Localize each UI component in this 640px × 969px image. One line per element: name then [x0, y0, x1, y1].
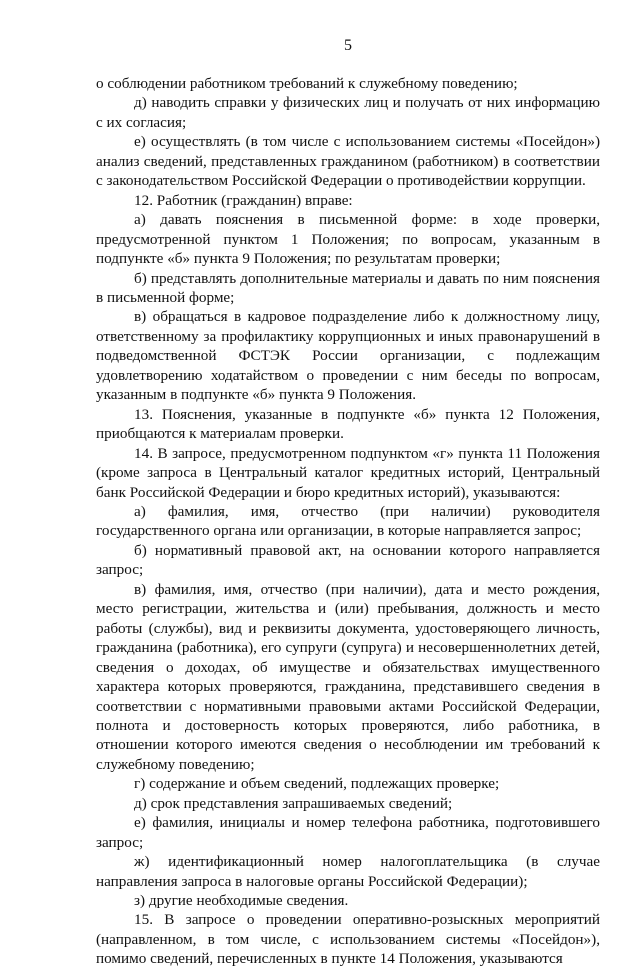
- item-11-d: д) наводить справки у физических лиц и получать от них информацию с их согласия;: [96, 94, 600, 131]
- item-12-b: б) представлять дополнительные материалы и давать по ним пояснения в письменной форме;: [96, 269, 600, 306]
- item-12-a: а) давать пояснения в письменной форме: в ходе проверки, предусмотренной пунктом 1 Положения; по вопросам, указанным в подпункте «б» пункта 9 Положения; по результатам проверки;: [96, 211, 600, 268]
- page-number: 5: [344, 37, 352, 54]
- clause-12-heading: 12. Работник (гражданин) вправе:: [134, 191, 353, 209]
- clause-13: 13. Пояснения, указанные в подпункте «б» пункта 12 Положения, приобщаются к материалам проверки.: [96, 405, 600, 443]
- item-12-v: в) обращаться в кадровое подразделение либо к должностному лицу, ответственному за профилактику коррупционных и иных правонарушений в подведомственной ФСТЭК России организации, с подлежащим удовлетворению ходатайством о проведении с ним беседы по вопросам, указанным в подпункте «б» пункта 9 Положения.: [96, 308, 600, 404]
- item-14-v: в) фамилия, имя, отчество (при наличии), дата и место рождения, место регистрации, жительства и (или) пребывания, должность и место работы (службы), вид и реквизиты документа, удостоверяющего личность, гражданина (работника), его супруги (супруга) и несовершеннолетних детей, сведения о доходах, об имуществе и обязательствах имущественного характера которых проверяются, гражданина, представившего сведения в соответствии с нормативными правовыми актами Российской Федерации, полнота и достоверность которых проверяются, либо работника, в отношении которого имеются сведения о несоблюдении им требований к служебному поведению;: [96, 580, 600, 773]
- item-14-g: г) содержание и объем сведений, подлежащих проверке;: [134, 775, 500, 793]
- item-14-zh: ж) идентификационный номер налогоплательщика (в случае направления запроса в налоговые органы Российской Федерации);: [96, 853, 600, 890]
- item-14-e: е) фамилия, инициалы и номер телефона работника, подготовившего запрос;: [96, 814, 600, 851]
- item-14-a: а) фамилия, имя, отчество (при наличии) руководителя государственного органа или организации, в которые направляется запрос;: [96, 502, 600, 540]
- document-page: [96, 36, 600, 969]
- clause-14-heading: 14. В запросе, предусмотренном подпунктом «г» пункта 11 Положения (кроме запроса в Центральный каталог кредитных историй, Центральный банк Российской Федерации и бюро кредитных историй), указываются:: [96, 444, 600, 501]
- item-14-b: б) нормативный правовой акт, на основании которого направляется запрос;: [96, 541, 600, 579]
- item-11-e: е) осуществлять (в том числе с использованием системы «Посейдон») анализ сведений, представленных гражданином (работником) в соответствии с законодательством Российской Федерации о противодействии коррупции.: [96, 133, 600, 190]
- item-14-d: д) срок представления запрашиваемых сведений;: [134, 794, 453, 812]
- paragraph-continuation: о соблюдении работником требований к служебному поведению;: [96, 75, 518, 92]
- item-14-z: з) другие необходимые сведения.: [134, 892, 349, 910]
- clause-15: 15. В запросе о проведении оперативно-розыскных мероприятий (направленном, в том числе, с использованием системы «Посейдон»), помимо сведений, перечисленных в пункте 14 Положения, указываются: [96, 911, 600, 968]
